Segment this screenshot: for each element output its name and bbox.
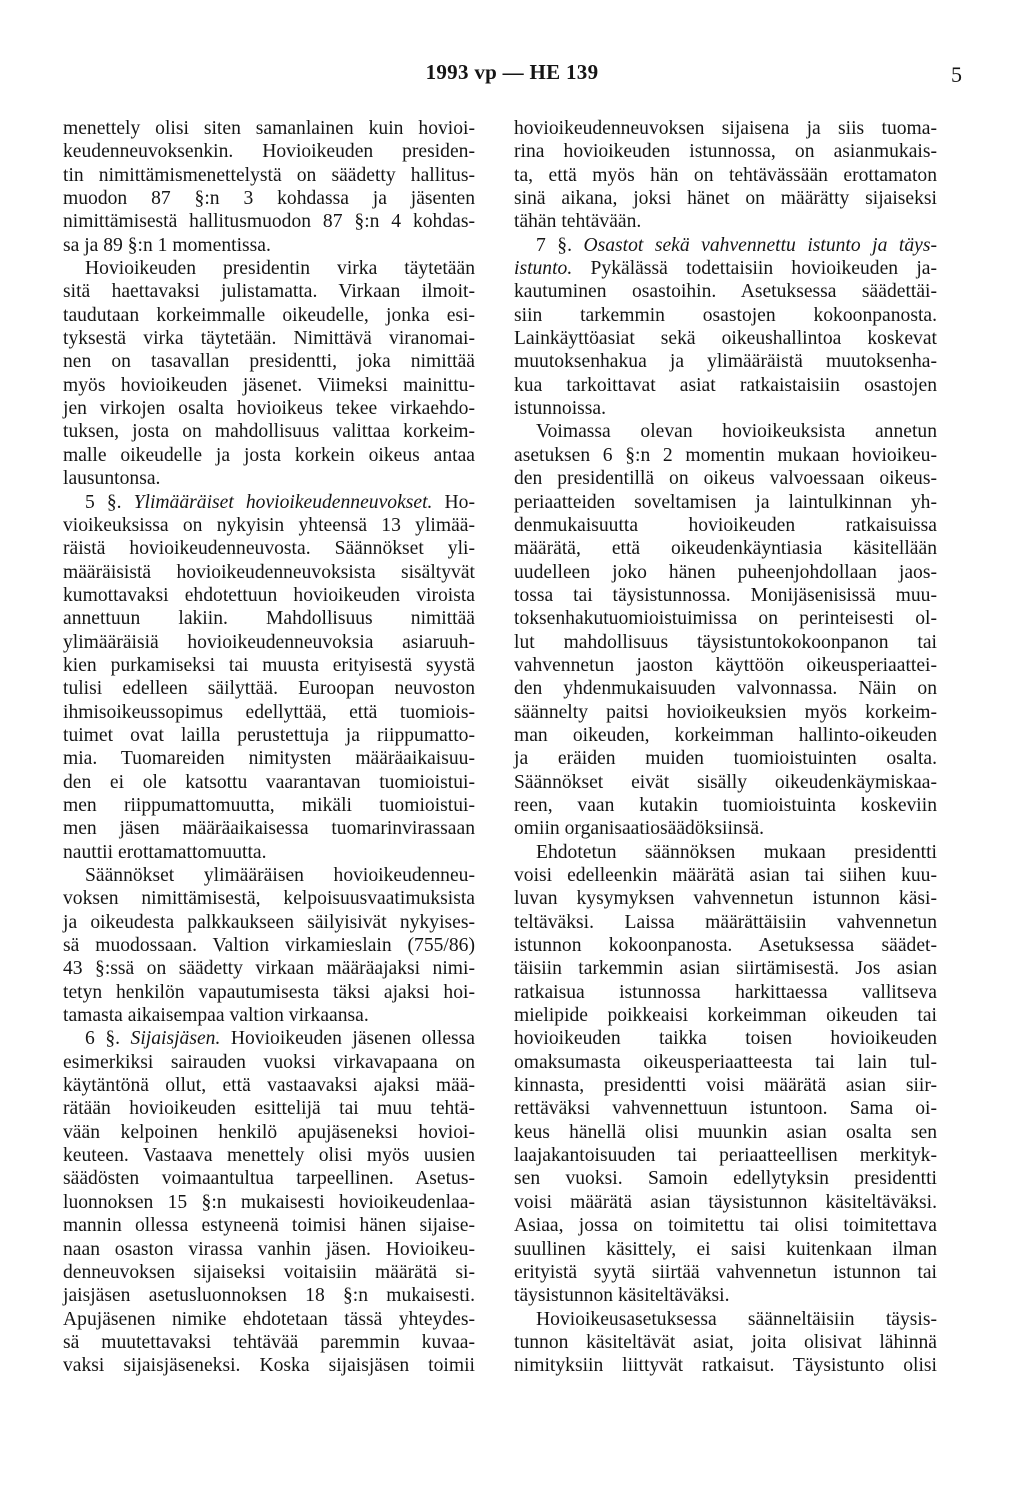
text-line: 7 §. Osastot sekä vahvennettu istunto ja täys- (536, 234, 937, 256)
text-line: laajakantoisuuden tai periaatteellisen merkityk- (514, 1145, 937, 1167)
text-line: tin nimittämismenettelystä on säädetty hallitus- (63, 164, 475, 186)
text-line: tuksen, josta on mahdollisuus valittaa korkeim- (63, 421, 475, 443)
text-line: ja eräiden muiden tuomioistuinten osalta. (514, 748, 937, 770)
page-header (0, 60, 1024, 90)
text-line: asetuksen 6 §:n 2 momentin mukaan hovioikeu- (514, 444, 937, 466)
text-line: omaksumasta oikeusperiaatteesta tai lain tul- (514, 1051, 937, 1073)
text-line: jaisjäsen asetusluonnoksen 18 §:n mukaisesti. (63, 1285, 475, 1307)
text-line: täisiin tarkemmin asian siirtämisestä. Jos asian (514, 958, 937, 980)
text-line: istunto. Pykälässä todettaisiin hovioikeuden ja- (514, 258, 937, 280)
text-line: reen, vaan kutakin tuomioistuinta koskeviin (514, 794, 937, 816)
text-line: voisi määrätä asian täysistunnon käsiteltäväksi. (514, 1191, 937, 1213)
text-line: nimittämisestä hallitusmuodon 87 §:n 4 kohdas- (63, 211, 475, 233)
text-line: ylimääräisiä hovioikeudenneuvoksia asiaruuh- (63, 631, 475, 653)
text-line: Ehdotetun säännöksen mukaan presidentti (536, 841, 937, 863)
text-line: myös hovioikeuden jäsenet. Viimeksi mainittu- (63, 374, 475, 396)
text-line: suullinen käsittely, ei saisi kuitenkaan ilman (514, 1238, 937, 1260)
text-line: tossa tai täysistunnossa. Monijäsenisissä muu- (514, 584, 937, 606)
text-line: 43 §:ssä on säädetty virkaan määräajaksi nimi- (63, 958, 475, 980)
text-line: kumottavaksi ehdotettuun hovioikeuden viroista (63, 584, 475, 606)
text-line: tyksestä virka täytetään. Nimittävä viranomai- (63, 328, 475, 350)
text-line: malle oikeudelle ja josta korkein oikeus antaa (63, 444, 475, 466)
text-line: mannin ollessa estyneenä toimisi hänen sijaise- (63, 1215, 475, 1237)
text-line: nen on tasavallan presidentti, joka nimittää (63, 351, 475, 373)
text-line: den presidentillä on oikeus valvoessaan oikeus- (514, 468, 937, 490)
text-line: tamasta aikaisempaa valtion virkaansa. (63, 1005, 369, 1027)
text-line: sä muodossaan. Valtion virkamieslain (755/86) (63, 935, 475, 957)
text-line: vioikeuksissa on nykyisin yhteensä 13 ylimää- (63, 514, 475, 536)
text-line: sinä aikana, joksi hänet on määrätty sijaiseksi (514, 188, 937, 210)
text-line: denneuvoksen sijaiseksi voitaisiin määrätä si- (63, 1261, 475, 1283)
text-line: taudutaan korkeimmalle oikeudelle, jonka esi- (63, 304, 475, 326)
text-line: sitä haettavaksi julistamatta. Virkaan ilmoit- (63, 281, 475, 303)
text-line: 5 §. Ylimääräiset hovioikeudenneuvokset. Ho- (85, 491, 475, 513)
text-line: kien purkamiseksi tai muusta erityisestä syystä (63, 654, 475, 676)
text-line: muutoksenhakua ja ylimääräistä muutoksenha- (514, 351, 937, 373)
text-line: nauttii erottamattomuutta. (63, 841, 267, 863)
text-line: ja oikeudesta palkkaukseen säilyisivät nykyises- (63, 911, 475, 933)
text-line: uudelleen joko hänen puheenjohdollaan jaos- (514, 561, 937, 583)
text-line: lut mahdollisuus täysistuntokokoonpanon tai (514, 631, 937, 653)
text-line: tetyn henkilön vapautumisesta täksi ajaksi hoi- (63, 981, 475, 1003)
text-line: tuimet ovat lailla perustettuja ja riippumatto- (63, 724, 475, 746)
text-line: rina hovioikeuden istunnossa, on asianmukais- (514, 141, 937, 163)
page-number: 5 (951, 62, 962, 87)
text-line: säännelty paitsi hovioikeuksien myös korkeim- (514, 701, 937, 723)
text-line: keuteen. Vastaava menettely olisi myös uusien (63, 1145, 475, 1167)
text-line: määrätä, että oikeudenkäyntiasia käsitellään (514, 538, 937, 560)
text-line: Hovioikeusasetuksessa säänneltäisiin täysis- (536, 1308, 937, 1330)
text-line: tulisi edelleen säilyttää. Euroopan neuvoston (63, 678, 475, 700)
text-line: voisi edelleenkin määrätä asian tai siihen kuu- (514, 865, 937, 886)
text-line: muodon 87 §:n 3 kohdassa ja jäsenten (63, 188, 475, 210)
text-line: naan osaston virassa vanhin jäsen. Hovioikeu- (63, 1238, 475, 1260)
text-line: rätään hovioikeuden esittelijä tai muu tehtä- (63, 1098, 475, 1120)
text-line: istunnon kokoonpanosta. Asetuksessa säädet- (514, 935, 937, 957)
text-line: Asiaa, jossa on toimitettu tai olisi toimitettava (514, 1215, 937, 1237)
text-line: men riippumattomuutta, mikäli tuomioistui- (63, 794, 475, 816)
text-line: den yhdenmukaisuuden valvonnassa. Näin on (514, 678, 937, 700)
text-line: esimerkiksi sairauden vuoksi virkavapaana on (63, 1051, 475, 1073)
text-line: vään kelpoinen henkilö apujäseneksi hovioi- (63, 1121, 475, 1143)
text-line: Lainkäyttöasiat sekä oikeushallintoa koskevat (514, 328, 937, 350)
text-line: keus hänellä olisi muunkin asian osalta sen (514, 1121, 937, 1143)
text-line: sen vuoksi. Samoin edellytyksin presidentti (514, 1168, 937, 1190)
text-line: Säännökset ylimääräisen hovioikeudenneu- (85, 865, 475, 886)
text-line: lausuntonsa. (63, 468, 161, 490)
text-line: omiin organisaatiosäädöksiinsä. (514, 818, 764, 840)
text-line: keudenneuvoksenkin. Hovioikeuden presiden- (63, 141, 475, 163)
text-line: toksenhakutuomioistuimissa on perinteisesti ol- (514, 608, 937, 630)
text-line: vaksi sijaisjäseneksi. Koska sijaisjäsen toimii (63, 1355, 475, 1377)
text-line: kua tarkoittavat asiat ratkaistaisiin osastojen (514, 374, 937, 396)
text-line: määräisistä hovioikeudenneuvoksista sisältyvät (63, 561, 475, 583)
text-line: ta, että myös hän on tehtävässään erottamaton (514, 164, 937, 186)
text-line: ratkaisua istunnossa harkittaessa vallitseva (514, 981, 937, 1003)
text-line: teltäväksi. Laissa määrättäisiin vahvennetun (514, 911, 937, 933)
text-line: jen virkojen osalta hovioikeus tekee virkaehdo- (63, 398, 475, 420)
text-line: rettäväksi vahvennettuun istuntoon. Sama oi- (514, 1098, 937, 1120)
text-line: 6 §. Sijaisjäsen. Hovioikeuden jäsenen ollessa (85, 1028, 475, 1050)
text-line: Hovioikeuden presidentin virka täytetään (85, 258, 475, 280)
text-line: periaatteiden soveltamisen ja laintulkinnan yh- (514, 491, 937, 513)
text-line: räistä hovioikeudenneuvosta. Säännökset yli- (63, 538, 475, 560)
text-line: tunnon käsiteltävät asiat, joita olisivat lähinnä (514, 1331, 937, 1353)
text-line: Säännökset eivät sisälly oikeudenkäymiskaa- (514, 771, 937, 793)
text-line: luonnoksen 15 §:n mukaisesti hovioikeudenlaa- (63, 1191, 475, 1213)
text-line: man oikeuden, korkeimman hallinto-oikeuden (514, 724, 937, 746)
text-line: sä muutettavaksi tehtävää paremmin kuvaa- (63, 1331, 475, 1353)
text-line: täysistunnon käsiteltäväksi. (514, 1285, 730, 1307)
document-title: 1993 vp — HE 139 (425, 60, 599, 84)
text-line: erityistä syytä siirtää vahvennetun istunnon tai (514, 1261, 937, 1283)
text-line: vahvennetun jaoston käyttöön oikeusperiaattei- (514, 654, 937, 676)
text-line: kautuminen osastoihin. Asetuksessa säädettäi- (514, 281, 937, 303)
text-line: sa ja 89 §:n 1 momentissa. (63, 234, 271, 256)
right-column (514, 117, 937, 1378)
text-line: kinnasta, presidentti voisi määrätä asian siir- (514, 1075, 937, 1097)
text-line: Apujäsenen nimike ehdotetaan tässä yhteydes- (63, 1308, 475, 1330)
text-line: men jäsen määräaikaisessa tuomarinvirassaan (63, 818, 475, 840)
text-line: tähän tehtävään. (514, 211, 642, 233)
text-line: hovioikeuden taikka toisen hovioikeuden (514, 1028, 937, 1050)
text-line: Voimassa olevan hovioikeuksista annetun (536, 421, 937, 443)
text-line: voksen nimittämisestä, kelpoisuusvaatimuksista (63, 888, 475, 910)
text-line: mielipide poikkeaisi korkeimman oikeuden tai (514, 1005, 937, 1027)
left-column (63, 117, 475, 1378)
text-line: istunnoissa. (514, 398, 606, 420)
text-line: annettuun lakiin. Mahdollisuus nimittää (63, 608, 475, 630)
text-line: käytäntönä ollut, että vastaavaksi ajaksi mää- (63, 1075, 475, 1097)
text-line: denmukaisuutta hovioikeuden ratkaisuissa (514, 514, 937, 536)
text-line: den ei ole katsottu vaarantavan tuomioistui- (63, 771, 475, 793)
text-line: säädösten voimaantultua tarpeellinen. Asetus- (63, 1168, 475, 1190)
text-line: siin tarkemmin osastojen kokoonpanosta. (514, 304, 937, 326)
text-line: nimityksiin liittyvät ratkaisut. Täysistunto olisi (514, 1355, 937, 1377)
text-line: hovioikeudenneuvoksen sijaisena ja siis tuoma- (514, 118, 937, 139)
text-line: luvan kysymyksen vahvennetun istunnon käsi- (514, 888, 937, 910)
text-line: menettely olisi siten samanlainen kuin hovioi- (63, 118, 475, 139)
text-line: mia. Tuomareiden nimitysten määräaikaisuu- (63, 748, 475, 770)
text-line: ihmisoikeussopimus edellyttää, että tuomiois- (63, 701, 475, 723)
